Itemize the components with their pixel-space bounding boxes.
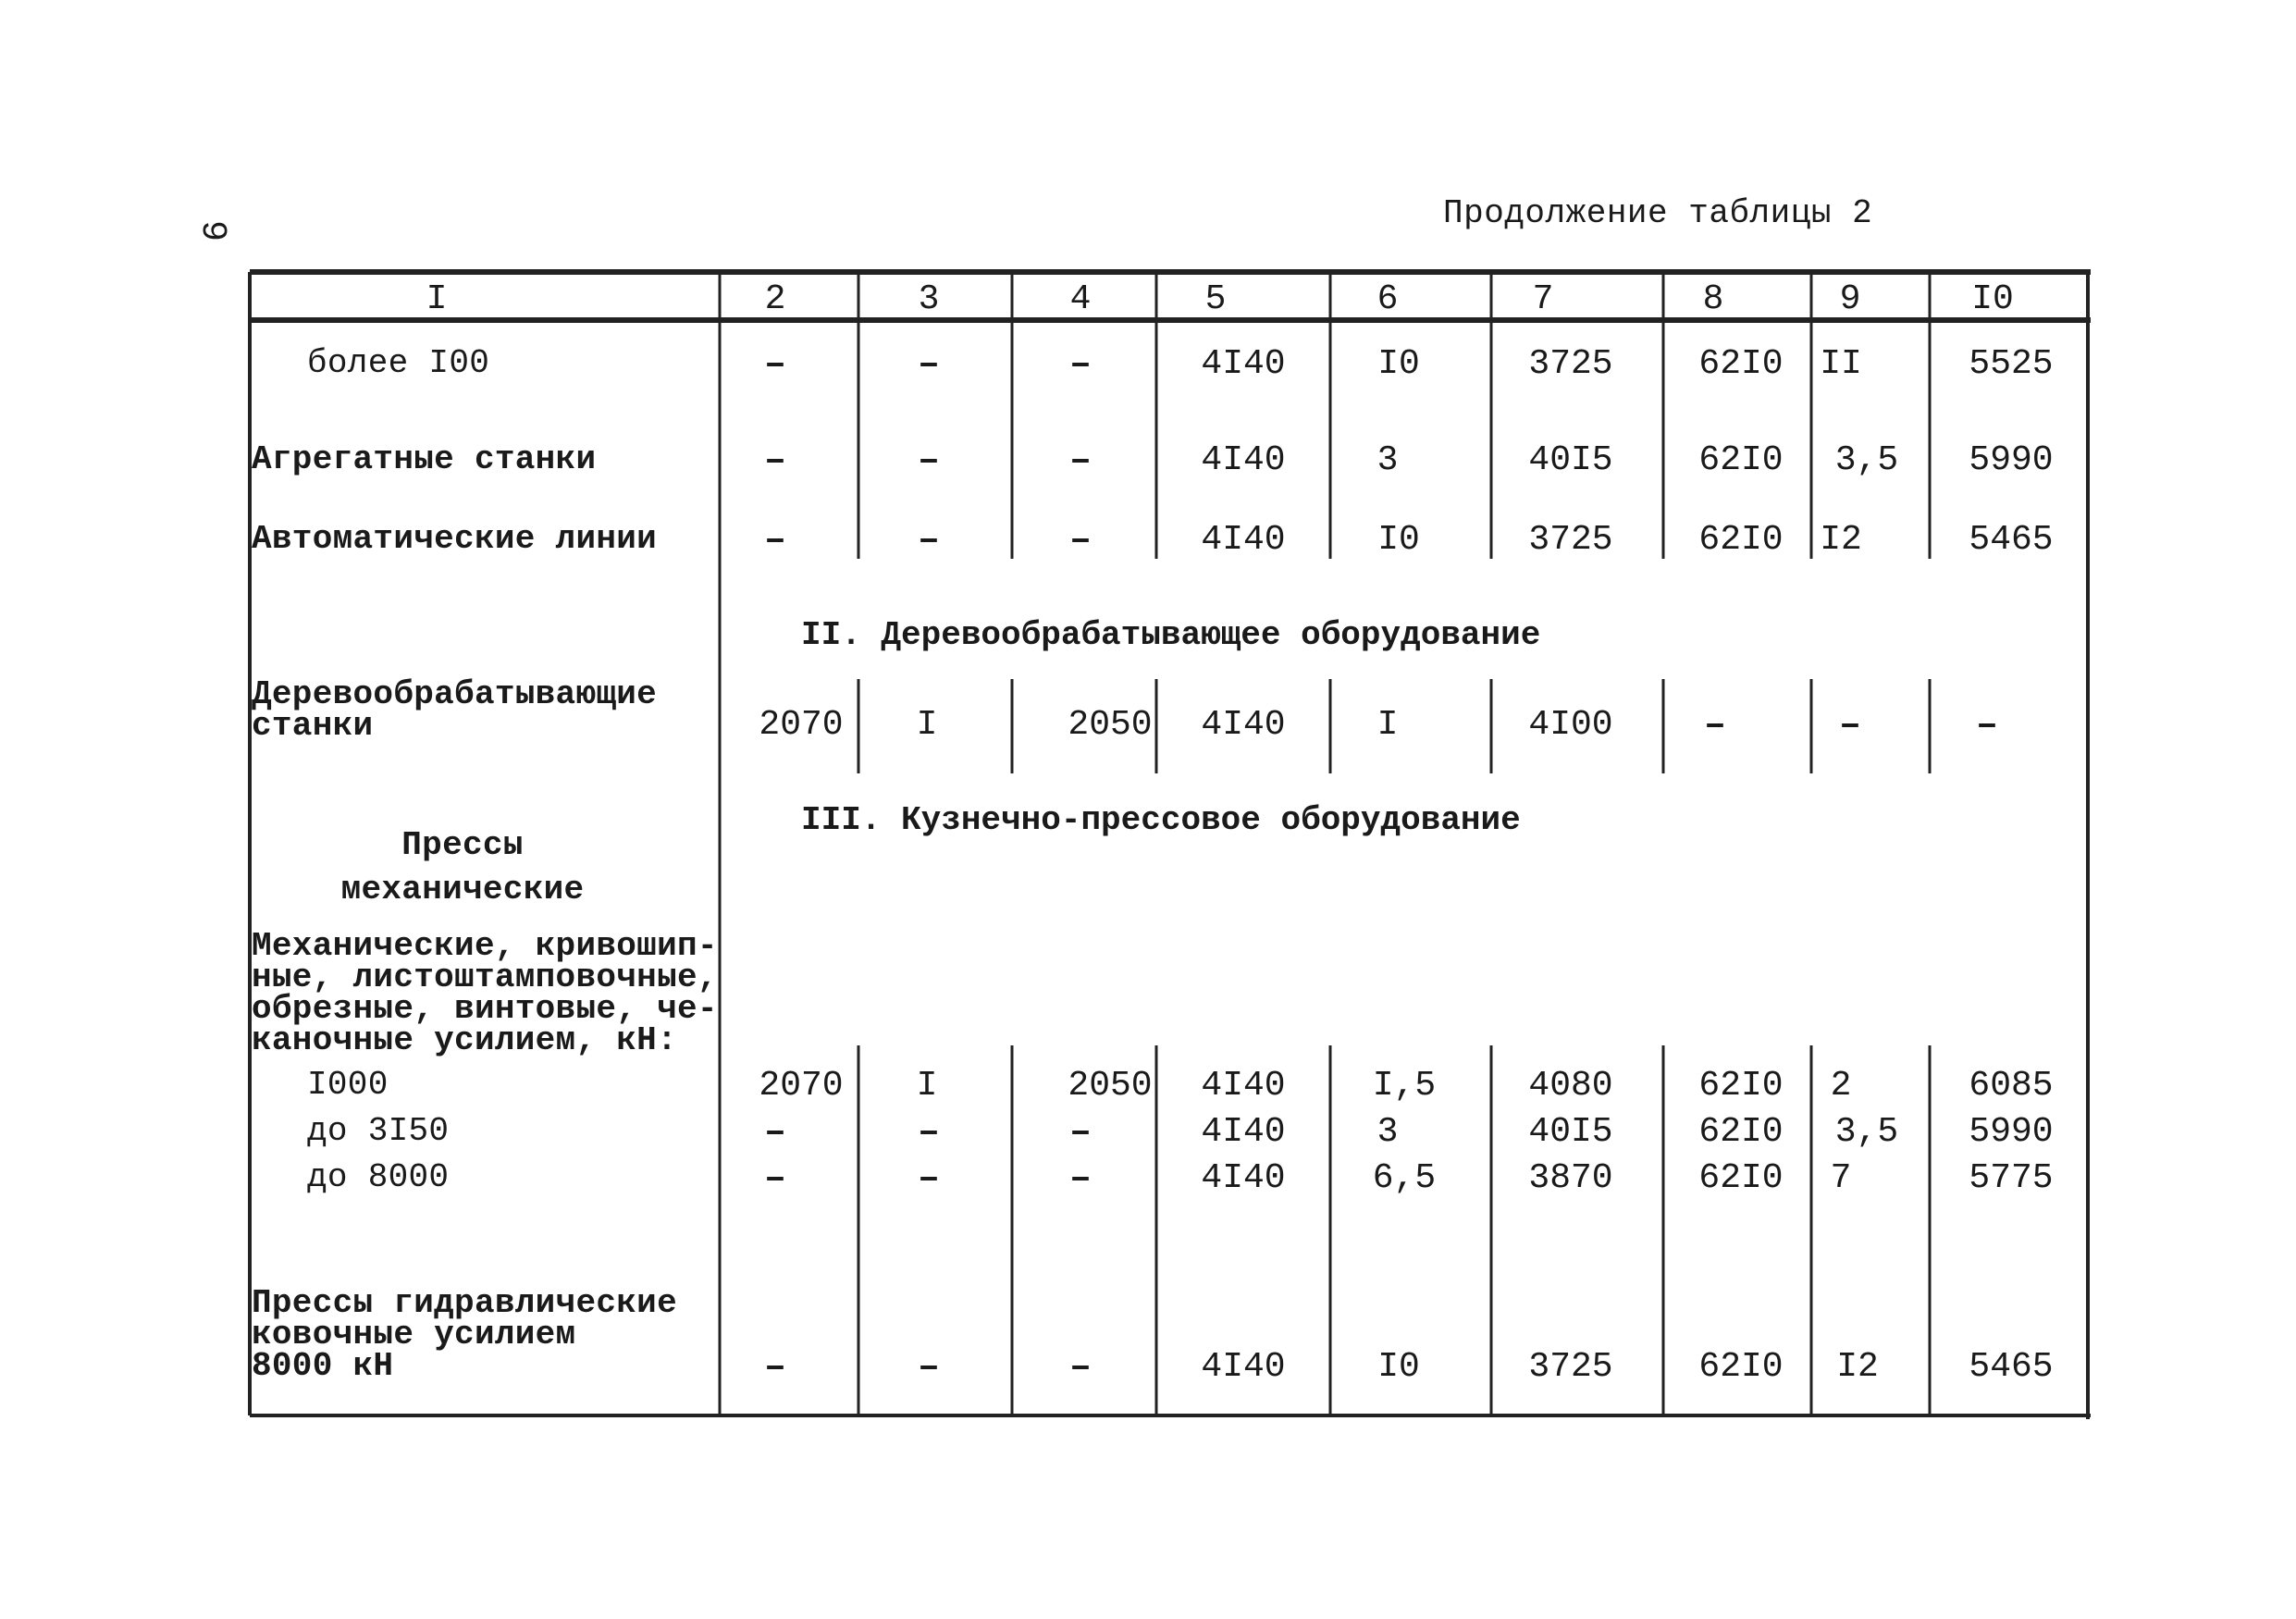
page-number: 9: [191, 220, 232, 241]
header-col-9: 9: [1839, 279, 1861, 319]
table-cell: I,5: [1372, 1066, 1437, 1106]
table-cell: 5465: [1969, 520, 2054, 560]
table-cell: 4I40: [1201, 344, 1286, 384]
header-col-5: 5: [1204, 279, 1227, 319]
table-cell: 40I5: [1528, 440, 1613, 480]
row-label: Деревообрабатывающие станки: [252, 675, 658, 745]
table-cell: 2: [1830, 1066, 1852, 1106]
table-cell: 7: [1830, 1158, 1852, 1198]
header-col-6: 6: [1376, 279, 1399, 319]
table-cell: 62I0: [1698, 520, 1784, 560]
table-cell: 2050: [1068, 1066, 1153, 1106]
table-cell: 4I40: [1201, 1112, 1286, 1152]
section-heading-woodworking: II. Деревообрабатывающее оборудование: [801, 616, 1541, 654]
table-cell: 62I0: [1698, 440, 1784, 480]
table-cell: –: [1068, 440, 1092, 482]
header-col-10: I0: [1971, 279, 2014, 319]
subheading-mechanical-types: Механические, кривошип- ные, листоштамповочные, обрезные, винтовые, че- каночные усилием, кН:: [252, 927, 718, 1059]
row-label: до 3I50: [307, 1112, 450, 1150]
table-cell: 2050: [1068, 705, 1153, 745]
row-label: Автоматические линии: [252, 520, 658, 558]
table-cell: 3870: [1528, 1158, 1613, 1198]
table-cell: –: [917, 344, 941, 386]
table-cell: –: [1703, 705, 1727, 747]
table-cell: 4I00: [1528, 705, 1613, 745]
row-label: более I00: [307, 344, 490, 382]
table-cell: –: [763, 1158, 787, 1200]
table-cell: 62I0: [1698, 1066, 1784, 1106]
table-cell: II: [1820, 344, 1862, 384]
table-cell: 4I40: [1201, 520, 1286, 560]
table-cell: –: [917, 440, 941, 482]
table-cell: 2070: [759, 705, 844, 745]
table-cell: 2070: [759, 1066, 844, 1106]
table-cell: –: [917, 1112, 941, 1154]
table-cell: I: [916, 705, 938, 745]
table-cell: –: [1068, 1347, 1092, 1389]
table-cell: –: [1838, 705, 1862, 747]
table-cell: –: [917, 520, 941, 562]
table-cell: 4I40: [1201, 440, 1286, 480]
header-col-8: 8: [1702, 279, 1724, 319]
table-cell: 62I0: [1698, 344, 1784, 384]
table-cell: 4I40: [1201, 1158, 1286, 1198]
subheading-mechanical-presses: Прессы механические: [340, 826, 585, 908]
table-cell: –: [763, 440, 787, 482]
table-cell: 5990: [1969, 1112, 2054, 1152]
table-cell: 62I0: [1698, 1347, 1784, 1387]
row-label: до 8000: [307, 1158, 450, 1196]
table-cell: 40I5: [1528, 1112, 1613, 1152]
table-cell: –: [917, 1158, 941, 1200]
table-cell: –: [763, 344, 787, 386]
table-cell: 62I0: [1698, 1158, 1784, 1198]
table-cell: I: [916, 1066, 938, 1106]
table-cell: 5990: [1969, 440, 2054, 480]
row-label: Прессы гидравлические ковочные усилием 8000 кН: [252, 1284, 677, 1385]
table-cell: I0: [1377, 1347, 1420, 1387]
table-cell: 4I40: [1201, 1347, 1286, 1387]
table-cell: –: [763, 520, 787, 562]
table-cell: –: [1068, 1158, 1092, 1200]
table-cell: –: [1975, 705, 1999, 747]
table-cell: 3,5: [1834, 440, 1899, 480]
table-cell: –: [1068, 1112, 1092, 1154]
row-label: I000: [307, 1066, 389, 1104]
table-cell: –: [1068, 344, 1092, 386]
table-cell: I0: [1377, 344, 1420, 384]
table-cell: 62I0: [1698, 1112, 1784, 1152]
table-cell: 3725: [1528, 520, 1613, 560]
table-cell: I2: [1836, 1347, 1879, 1387]
table-cell: 3: [1376, 1112, 1399, 1152]
header-col-3: 3: [918, 279, 940, 319]
table-cell: 3725: [1528, 344, 1613, 384]
table-cell: –: [763, 1112, 787, 1154]
table-cell: 5525: [1969, 344, 2054, 384]
table-cell: 4I40: [1201, 1066, 1286, 1106]
row-label: Агрегатные станки: [252, 440, 597, 478]
table-cell: 3725: [1528, 1347, 1613, 1387]
table-cell: 6,5: [1372, 1158, 1437, 1198]
table-cell: 4080: [1528, 1066, 1613, 1106]
table-cell: 3: [1376, 440, 1399, 480]
table-cell: I2: [1820, 520, 1862, 560]
table-cell: I0: [1377, 520, 1420, 560]
table-cell: –: [1068, 520, 1092, 562]
section-heading-forging: III. Кузнечно-прессовое оборудование: [801, 801, 1521, 839]
table-cell: I: [1376, 705, 1399, 745]
table-cell: –: [917, 1347, 941, 1389]
header-col-4: 4: [1069, 279, 1092, 319]
table-caption: Продолжение таблицы 2: [1443, 194, 1873, 232]
table-cell: 5465: [1969, 1347, 2054, 1387]
table-cell: 5775: [1969, 1158, 2054, 1198]
table-cell: 3,5: [1834, 1112, 1899, 1152]
header-col-7: 7: [1532, 279, 1554, 319]
table-cell: 4I40: [1201, 705, 1286, 745]
table-cell: –: [763, 1347, 787, 1389]
header-col-2: 2: [764, 279, 786, 319]
header-col-1: I: [426, 279, 448, 319]
table-cell: 6085: [1969, 1066, 2054, 1106]
